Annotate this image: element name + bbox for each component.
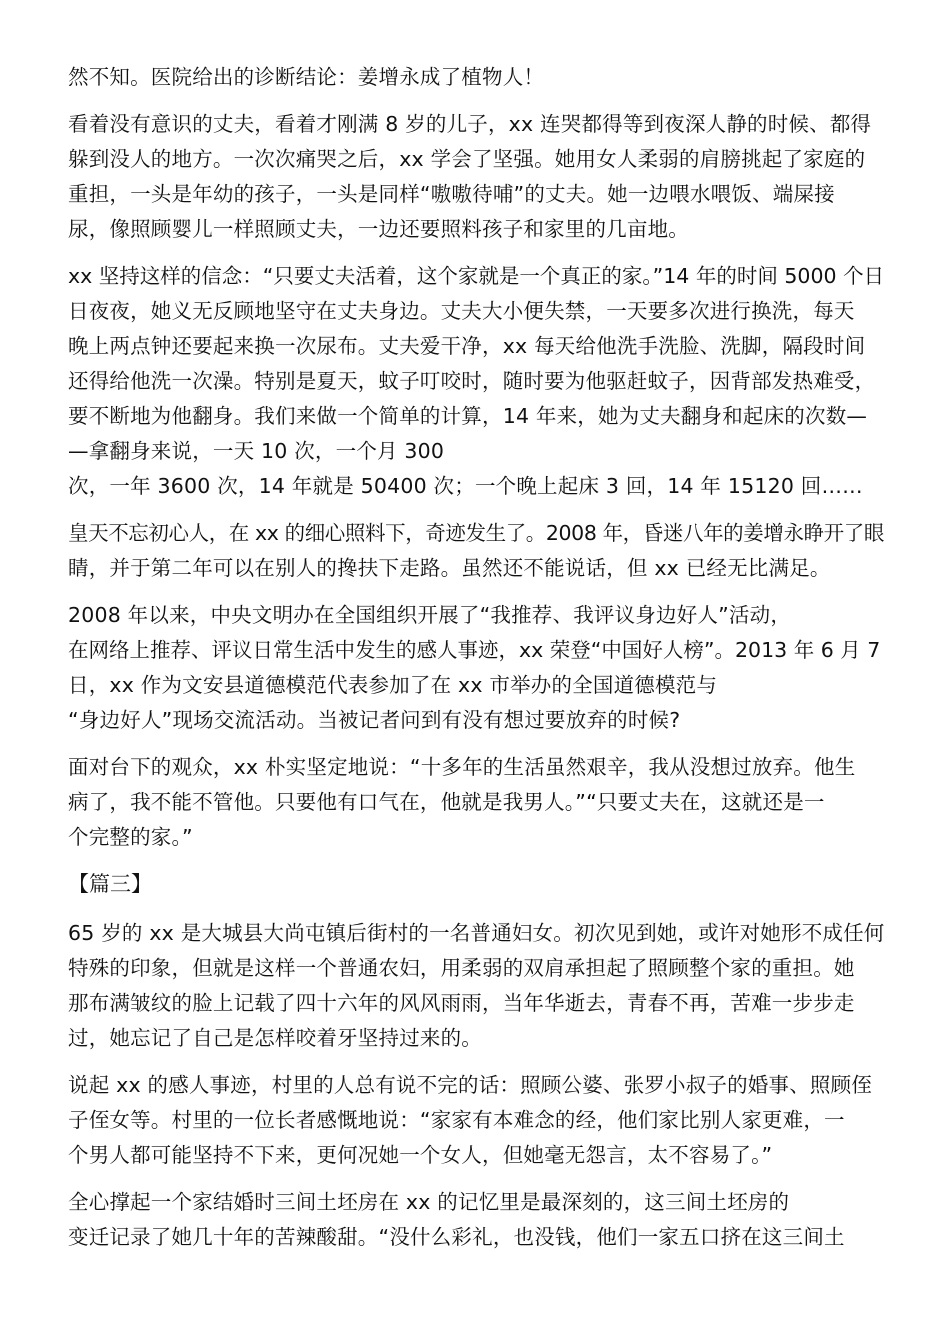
text-line: 睛，并于第二年可以在别人的搀扶下走路。虽然还不能说话，但 xx 已经无比满足。 <box>68 556 831 580</box>
text-line: 过，她忘记了自己是怎样咬着牙坚持过来的。 <box>68 1026 482 1050</box>
text-line: —拿翻身来说，一天 10 次，一个月 300 <box>68 439 445 463</box>
text-line: 那布满皱纹的脸上记载了四十六年的风风雨雨，当年华逝去，青春不再，苦难一步步走 <box>68 991 855 1015</box>
text-line: 2008 年以来，中央文明办在全国组织开展了“我推荐、我评议身边好人”活动， <box>68 603 792 627</box>
document-body <box>68 60 888 1267</box>
text-line: 变迁记录了她几十年的苦辣酸甜。“没什么彩礼，也没钱，他们一家五口挤在这三间土 <box>68 1225 845 1249</box>
paragraph-p3 <box>68 516 888 586</box>
text-line: xx 坚持这样的信念：“只要丈夫活着，这个家就是一个真正的家。”14 年的时间 5000 个日 <box>68 264 885 288</box>
text-line: 躲到没人的地方。一次次痛哭之后，xx 学会了坚强。她用女人柔弱的肩膀挑起了家庭的 <box>68 147 866 171</box>
text-line: 特殊的印象，但就是这样一个普通农妇，用柔弱的双肩承担起了照顾整个家的重担。她 <box>68 956 855 980</box>
text-line: 说起 xx 的感人事迹，村里的人总有说不完的话：照顾公婆、张罗小叔子的婚事、照顾侄 <box>68 1073 872 1097</box>
text-line: 然不知。医院给出的诊断结论：姜增永成了植物人！ <box>68 65 545 89</box>
paragraph-p1 <box>68 107 888 247</box>
paragraph-p6 <box>68 916 888 1056</box>
text-line: 重担，一头是年幼的孩子，一头是同样“嗷嗷待哺”的丈夫。她一边喂水喂饭、端屎接 <box>68 182 835 206</box>
text-line: 晚上两点钟还要起来换一次尿布。丈夫爱干净，xx 每天给他洗手洗脸、洗脚，隔段时间 <box>68 334 866 358</box>
text-line: 还得给他洗一次澡。特别是夏天，蚊子叮咬时，随时要为他驱赶蚊子，因背部发热难受， <box>68 369 876 393</box>
text-line: 日夜夜，她义无反顾地坚守在丈夫身边。丈夫大小便失禁，一天要多次进行换洗，每天 <box>68 299 855 323</box>
text-line: 日，xx 作为文安县道德模范代表参加了在 xx 市举办的全国道德模范与 <box>68 673 718 697</box>
section-heading: 【篇三】 <box>68 872 152 896</box>
text-line: 要不断地为他翻身。我们来做一个简单的计算，14 年来，她为丈夫翻身和起床的次数— <box>68 404 868 428</box>
text-line: 面对台下的观众，xx 朴实坚定地说：“十多年的生活虽然艰辛，我从没想过放弃。他生 <box>68 755 856 779</box>
text-line: 个完整的家。” <box>68 825 193 849</box>
text-line: 看着没有意识的丈夫，看着才刚满 8 岁的儿子，xx 连哭都得等到夜深人静的时候、都得 <box>68 112 872 136</box>
paragraph-p0 <box>68 60 888 95</box>
paragraph-p2 <box>68 259 888 504</box>
text-line: 全心撑起一个家结婚时三间土坯房在 xx 的记忆里是最深刻的，这三间土坯房的 <box>68 1190 790 1214</box>
text-line: 尿，像照顾婴儿一样照顾丈夫，一边还要照料孩子和家里的几亩地。 <box>68 217 689 241</box>
text-line: 次，一年 3600 次，14 年就是 50400 次；一个晚上起床 3 回，14 年 15120 回…… <box>68 474 863 498</box>
text-line: 65 岁的 xx 是大城县大尚屯镇后街村的一名普通妇女。初次见到她，或许对她形不成任何 <box>68 921 885 945</box>
text-line: 子侄女等。村里的一位长者感慨地说：“家家有本难念的经，他们家比别人家更难，一 <box>68 1108 845 1132</box>
text-line: 个男人都可能坚持不下来，更何况她一个女人，但她毫无怨言，太不容易了。” <box>68 1143 773 1167</box>
text-line: 在网络上推荐、评议日常生活中发生的感人事迹，xx 荣登“中国好人榜”。2013 年 6 月 7 <box>68 638 881 662</box>
paragraph-p4 <box>68 598 888 738</box>
text-line: 皇天不忘初心人，在 xx 的细心照料下，奇迹发生了。2008 年，昏迷八年的姜增永睁开了眼 <box>68 521 884 545</box>
paragraph-p7 <box>68 1068 888 1173</box>
paragraph-p8 <box>68 1185 888 1255</box>
text-line: 病了，我不能不管他。只要他有口气在，他就是我男人。”“只要丈夫在，这就还是一 <box>68 790 825 814</box>
text-line: “身边好人”现场交流活动。当被记者问到有没有想过要放弃的时候? <box>68 708 681 732</box>
paragraph-p5 <box>68 750 888 855</box>
